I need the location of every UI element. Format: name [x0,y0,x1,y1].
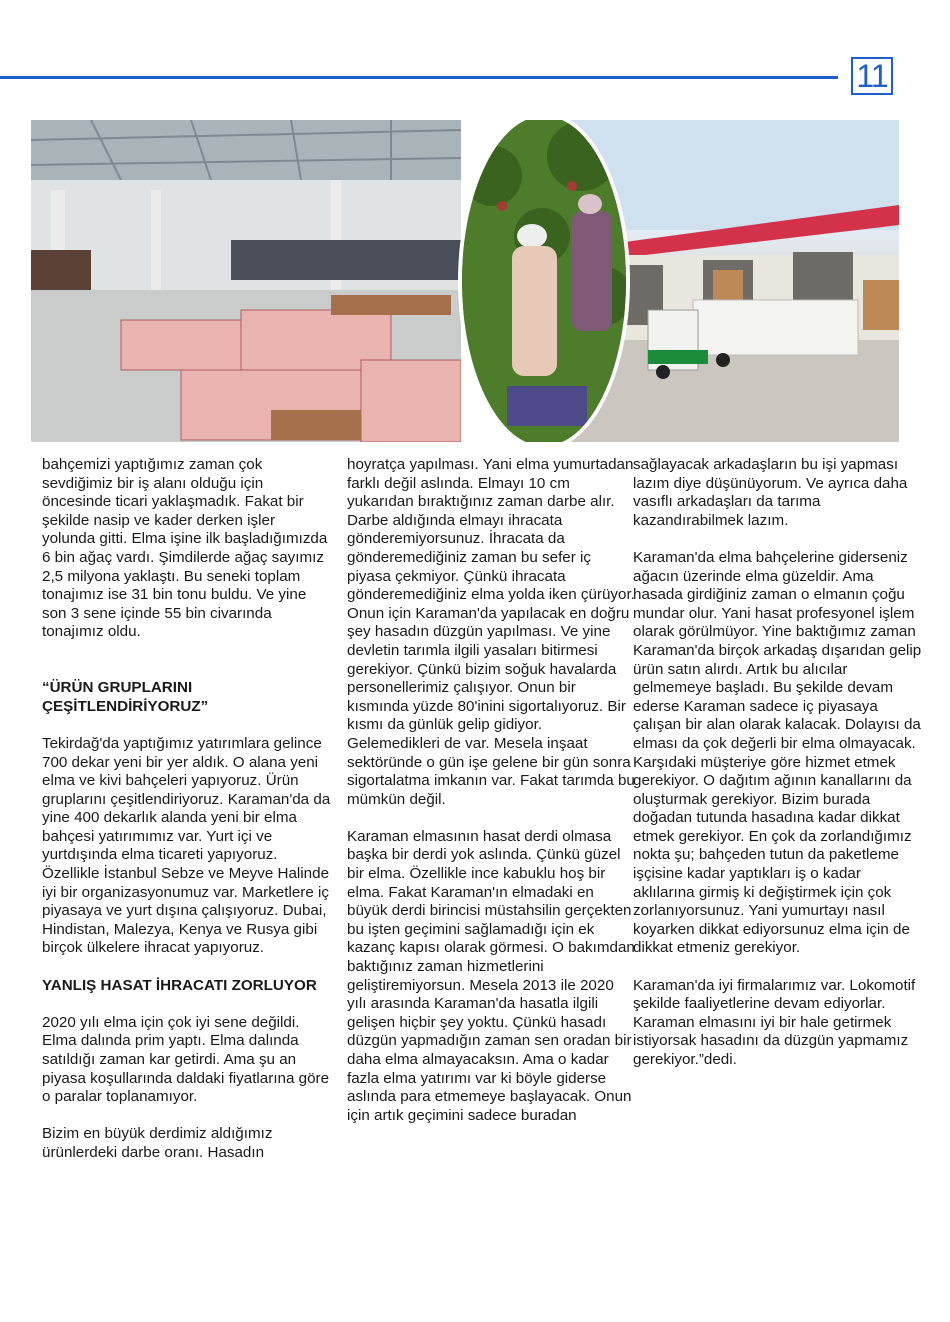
column-3 [633,456,923,1088]
column-2 [347,456,637,1144]
paragraph: Tekirdağ'da yaptığımız yatırımlara gelince 700 dekar yeni bir yer aldık. O alana yeni elma ve kivi bahçeleri yapıyoruz. Ürün gruplarını çeşitlendiriyoruz. Karaman'da da yine 400 dekarlık alanda yeni bir elma bahçesi yatırımımız var. Yurt içi ve yurtdışında elma ticareti yapıyoruz. Özellikle İstanbul Sebze ve Meyve Halinde iyi bir organizasyonumuz var. Marketlere iç piyasaya ve yurt dışına çalışıyoruz. Dubai, Hindistan, Malezya, Kenya ve Rusya gibi birçok ülkelere ihracat yapıyoruz. [42,734,331,957]
paragraph: Karaman'da elma bahçelerine giderseniz ağacın üzerinde elma güzeldir. Ama hasada girdiğiniz zaman o elmanın çoğu mundar olur. Yani hasat profesyonel işlem olarak görülmüyor. Yine baktığımız zaman Karaman'da birçok arkadaş dışarıdan gelip ürün satın alırdı. Artık bu alıcılar gelmemeye başladı. Bu şekilde devam ederse Karaman sadece iç piyasaya çalışan bir alan olarak kalacak. Dolayısı da elması da çok değerli bir elma olmayacak. Karşıdaki müşteriye göre hizmet etmek gerekiyor. O dağıtım ağının kanallarını da oluşturmak gerekiyor. Bizim burada doğadan tutunda hasadına kadar dikkat etmek gerekiyor. En çok da zorlandığımız nokta şu; bahçeden tutun da paketleme işçisine kadar yaptıkları iş o kadar aklılarına girmiş ki değiştirmek için çok zorlanıyorsunuz. Yani yumurtayı nasıl koyarken dikkat ediyorsunuz elma için de dikkat etmeniz gerekiyor. [633,548,922,957]
section-heading: “ÜRÜN GRUPLARINI ÇEŞİTLENDİRİYORUZ” [42,679,209,715]
paragraph: bahçemizi yaptığımız zaman çok sevdiğimiz bir iş alanı olduğu için öncesinde ticari yaklaşmadık. Fakat bir şekilde nasip ve kader derken işler yolunda gitti. Elma işine ilk başladığımızda 6 bin ağaç vardı. Şimdilerde ağaç sayımız 2,5 milyona yaklaştı. Bu seneki toplam tonajımız ise 31 bin tonu buldu. Ve yine son 3 sene içinde 55 bin civarında tonajımız oldu. [42,456,328,641]
paragraph: sağlayacak arkadaşların bu işi yapması lazım diye düşünüyorum. Ve ayrıca daha vasıflı arkadaşları da tarıma kazandırabilmek lazım. [633,456,908,529]
paragraph: 2020 yılı elma için çok iyi sene değildi. Elma dalında prim yaptı. Elma dalında satıldığı zaman kar getirdi. Ama şu an piyasa koşullarında daldaki fiyatlarına göre o paralar toplanamıyor. [42,1013,330,1106]
column-1 [42,456,332,1181]
paragraph: hoyratça yapılması. Yani elma yumurtadan farklı değil aslında. Elmayı 10 cm yukarıdan bıraktığınız zaman darbe alır. Darbe aldığında elmayı ihracata gönderemiyorsunuz. İhracata da gönderemediğiniz zaman bu sefer iç piyasa çekmiyor. Çünkü ihracata gönderemediğiniz elma yolda iken çürüyor. Onun için Karaman'da yapılacak en doğru şey hasadın düzgün yapılması. Ve yine devletin tarımla ilgili yasaları bitirmesi gerekiyor. Çünkü bizim soğuk havalarda personellerimiz çalışıyor. Onun bir kısmında yüzde 80'inini sigortalıyoruz. Bir kısmı da günlük gelip gidiyor. Gelemedikleri de var. Mesela inşaat sektöründe o gün işe gelene bir gün sonra sigortalatma imkanın var. Fakat tarımda bu mümkün değil. [347,456,635,808]
photo-strip [31,120,899,442]
orchard-photo [458,120,630,442]
section-heading: YANLIŞ HASAT İHRACATI ZORLUYOR [42,976,317,994]
orchard-illustration [462,120,626,442]
paragraph: Karaman elmasının hasat derdi olmasa başka bir derdi yok aslında. Çünkü güzel bir elma. Özellikle ince kabuklu hoş bir elma. Fakat Karaman'ın elmadaki en büyük derdi birincisi müstahsilin gerçekten bu işten geçimini sağlamadığı için ek kazanç kapısı olarak görmesi. O bakımdan baktığınız zaman hizmetlerini geliştiremiyorsun. Mesela 2013 ile 2020 yılı arasında Karaman'da hasatla ilgili gelişen hiçbir şey yoktu. Çünkü hasadı düzgün yapmadığın zaman sen oradan bir daha elma almayacaksın. Ama o kadar fazla elma yatırımı var ki böyle giderse aslında para etmemeye başlayacak. Onun için artık geçimini sadece buradan [347,827,635,1124]
warehouse-photo [31,120,461,442]
paragraph: Karaman'da iyi firmalarımız var. Lokomotif şekilde faaliyetlerine devam ediyorlar. Karaman elmasını iyi bir hale getirmek istiyorsak hasadını da düzgün yapmamız gerekiyor.”dedi. [633,976,916,1068]
warehouse-illustration [31,120,461,442]
header-rule [0,76,838,79]
paragraph: Bizim en büyük derdimiz aldığımız ürünlerdeki darbe oranı. Hasadın [42,1125,273,1161]
page-number: 11 [851,57,893,95]
